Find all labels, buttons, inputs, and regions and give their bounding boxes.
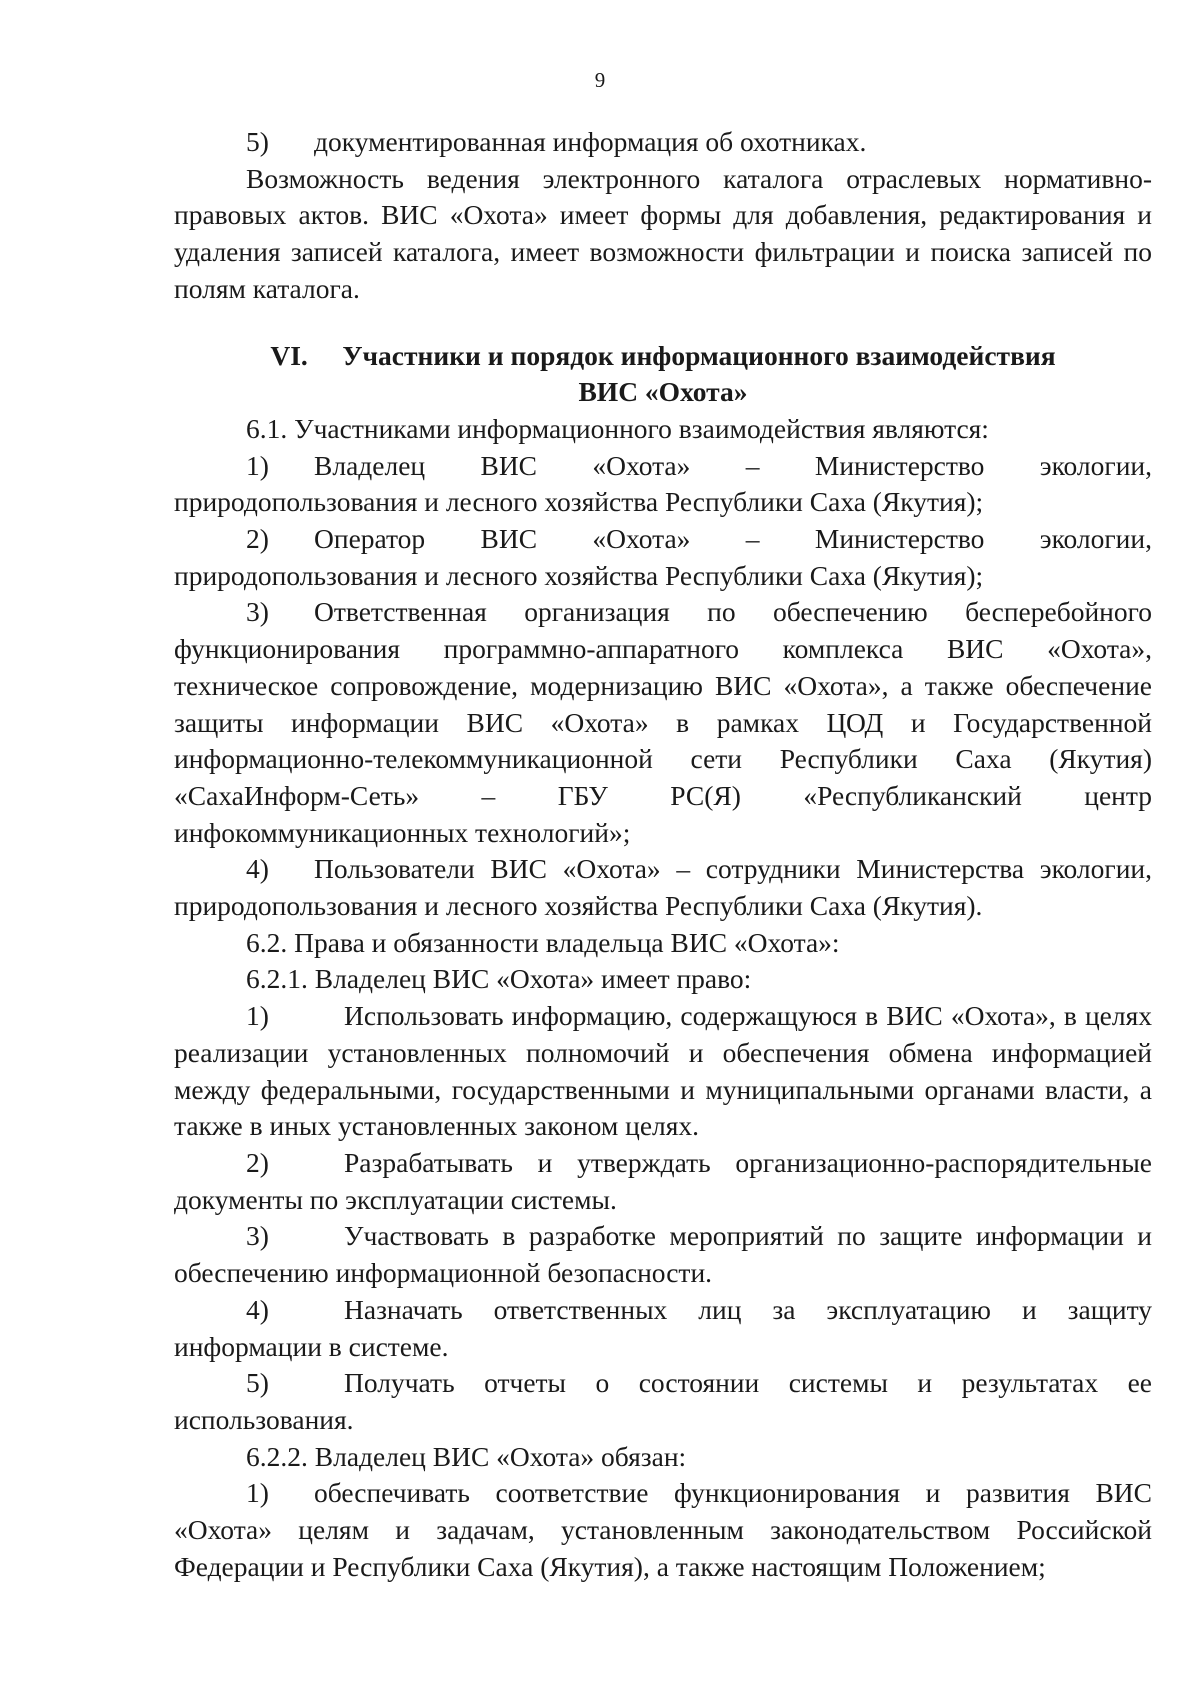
list-item-number: 4): [246, 853, 269, 885]
list-item: [174, 1475, 1152, 1585]
section-title-line2: ВИС «Охота»: [578, 376, 748, 408]
list-item: [174, 1365, 1152, 1438]
list-item-text: Разрабатывать и утверждать организационно-распорядительные документы по эксплуатации системы.: [174, 1146, 1152, 1215]
list-item-number: 1): [246, 1477, 269, 1509]
list-item-text: Владелец ВИС «Охота» – Министерство экологии, природопользования и лесного хозяйства Республики Саха (Якутия);: [174, 449, 1152, 518]
list-item: [174, 521, 1152, 594]
list-item-number: 1): [246, 1000, 269, 1032]
list-item-text: Получать отчеты о состоянии системы и результатах ее использования.: [174, 1367, 1152, 1435]
page-number: 9: [594, 68, 606, 92]
section-number: VI.: [270, 339, 308, 371]
list-item: [174, 998, 1152, 1145]
list-item: [174, 1218, 1152, 1291]
paragraph-owner-rights: 6.2.1. Владелец ВИС «Охота» имеет право:: [246, 963, 752, 995]
paragraph-owner-duties: 6.2.2. Владелец ВИС «Охота» обязан:: [246, 1440, 687, 1472]
list-item-number: 3): [246, 1220, 269, 1252]
list-item-text: Участвовать в разработке мероприятий по защите информации и обеспечению информационной безопасности.: [174, 1220, 1152, 1289]
paragraph-catalog: Возможность ведения электронного каталога отраслевых нормативно-правовых актов. ВИС «Охота» имеет формы для добавления, редактирования и удаления записей каталога, имеет возможности фильтрации и поиска записей по полям каталога.: [174, 162, 1152, 304]
list-item-text: обеспечивать соответствие функционирования и развития ВИС «Охота» целям и задачам, установленным законодательством Российской Федерации и Республики Саха (Якутия), а также настоящим Положением;: [174, 1477, 1152, 1582]
list-item: [174, 1292, 1152, 1365]
list-item-number: 1): [246, 449, 269, 481]
list-item-number: 5): [246, 126, 269, 157]
list-item-number: 2): [246, 1146, 269, 1178]
list-item-number: 2): [246, 523, 269, 555]
list-item: [174, 594, 1152, 851]
list-item-number: 4): [246, 1293, 269, 1325]
list-item-text: документированная информация об охотниках.: [314, 126, 867, 157]
list-item: [174, 851, 1152, 924]
list-item-text: Ответственная организация по обеспечению бесперебойного функционирования программно-аппаратного комплекса ВИС «Охота», техническое сопровождение, модернизацию ВИС «Охота», а также обеспечение защиты информации ВИС «Охота» в рамках ЦОД и Государственной информационно-телекоммуникационной сети Республики Саха (Якутия) «СахаИнформ-Сеть» – ГБУ РС(Я) «Республиканский центр инфокоммуникационных технологий»;: [174, 596, 1152, 848]
paragraph-participants-intro: 6.1. Участниками информационного взаимодействия являются:: [246, 412, 989, 444]
paragraph-owner-heading: 6.2. Права и обязанности владельца ВИС «Охота»:: [246, 926, 840, 958]
section-title-line1: Участники и порядок информационного взаимодействия: [342, 339, 1056, 371]
page-content: [174, 124, 1152, 1585]
list-item: [174, 124, 1152, 161]
list-item-text: Использовать информацию, содержащуюся в ВИС «Охота», в целях реализации установленных полномочий и обеспечения обмена информацией между федеральными, государственными и муниципальными органами власти, а также в иных установленных законом целях.: [174, 1000, 1152, 1142]
list-item-number: 3): [246, 596, 269, 628]
list-item-text: Пользователи ВИС «Охота» – сотрудники Министерства экологии, природопользования и лесного хозяйства Республики Саха (Якутия).: [174, 853, 1152, 922]
section-heading: [174, 338, 1152, 411]
list-item: [174, 448, 1152, 521]
list-item-text: Оператор ВИС «Охота» – Министерство экологии, природопользования и лесного хозяйства Республики Саха (Якутия);: [174, 523, 1152, 591]
list-item-number: 5): [246, 1367, 269, 1399]
list-item-text: Назначать ответственных лиц за эксплуатацию и защиту информации в системе.: [174, 1293, 1152, 1362]
list-item: [174, 1145, 1152, 1218]
